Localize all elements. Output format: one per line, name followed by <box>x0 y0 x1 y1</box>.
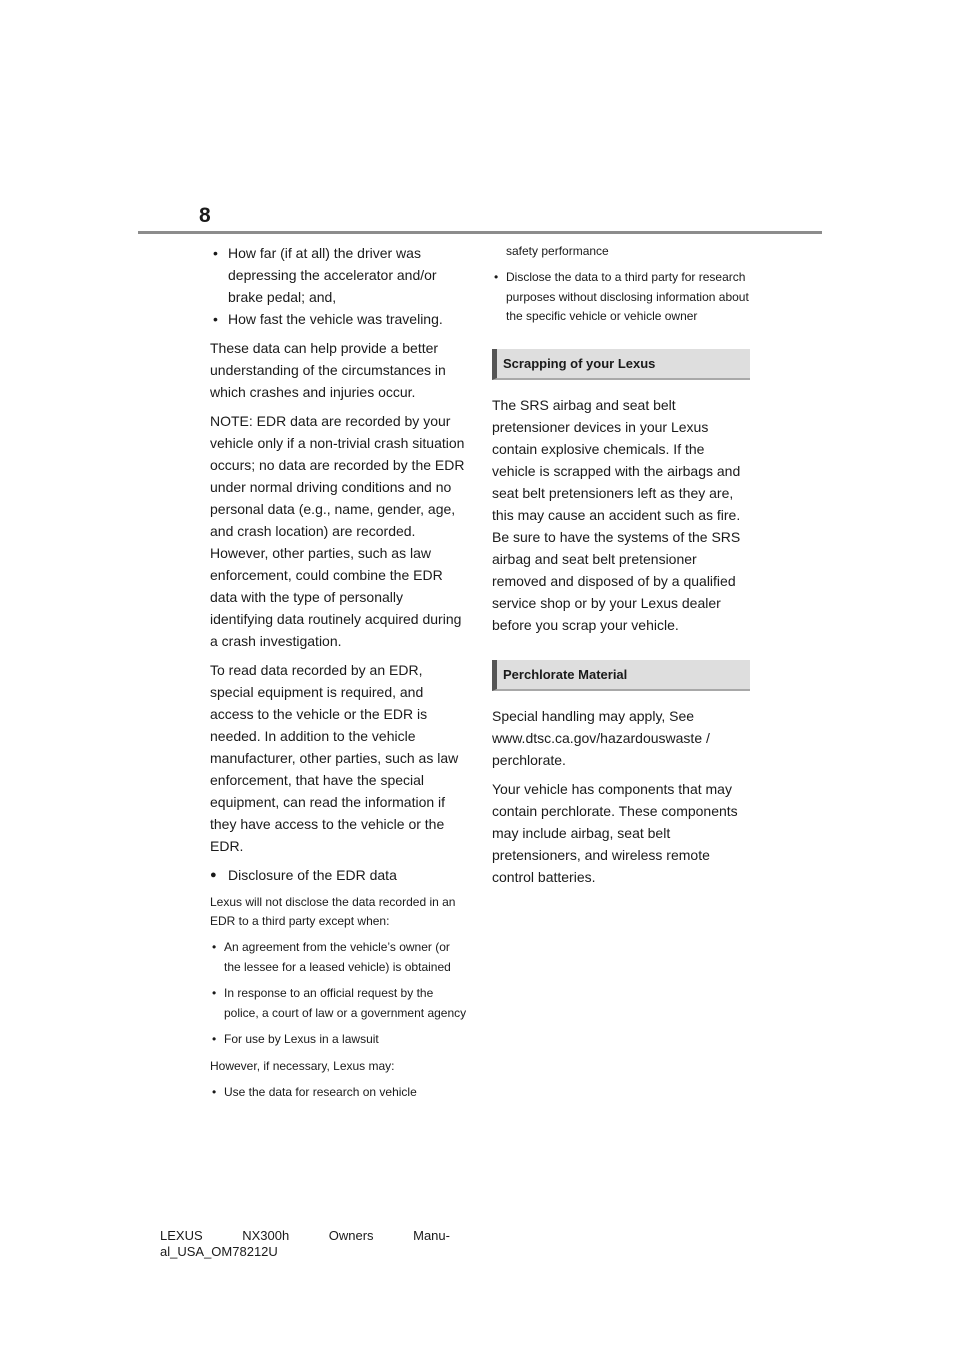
left-column <box>210 242 468 1102</box>
section-heading-scrapping: Scrapping of your Lexus <box>492 349 750 380</box>
continued-text: safety performance <box>506 244 609 258</box>
footer-text: Manu- <box>413 1228 450 1243</box>
footer-text: NX300h <box>242 1228 290 1243</box>
bullet-item: • How fast the vehicle was traveling. <box>210 308 468 330</box>
bullet-item: • Disclose the data to a third party for research purposes without disclosing information about the specific vehicle or vehicle owner <box>492 268 750 327</box>
footer-text: Owners <box>328 1228 374 1243</box>
section-heading-perchlorate: Perchlorate Material <box>492 660 750 691</box>
disclosure-intro: Lexus will not disclose the data recorded in an EDR to a third party except when: <box>210 895 456 928</box>
body-paragraph: To read data recorded by an EDR, special equipment is required, and access to the vehicle or the EDR is needed. In addition to the vehicle manufacturer, other parties, such as law enforcement, that have the special equipment, can read the information if they have access to the vehicle or the EDR. <box>210 662 459 854</box>
bullet-item: • How far (if at all) the driver was depressing the accelerator and/or brake pedal; and, <box>210 242 468 308</box>
disclosure-heading: ● Disclosure of the EDR data <box>210 864 468 886</box>
right-column <box>492 242 750 888</box>
bullet-item: • An agreement from the vehicle’s owner (or the lessee for a leased vehicle) is obtained <box>210 938 468 977</box>
bullet-item: • In response to an official request by the police, a court of law or a government agency <box>210 984 468 1023</box>
bullet-item: • For use by Lexus in a lawsuit <box>210 1030 468 1050</box>
header-rule <box>138 231 822 234</box>
page-number: 8 <box>199 204 211 227</box>
however-text: However, if necessary, Lexus may: <box>210 1058 395 1073</box>
perchlorate-paragraph: Special handling may apply, See www.dtsc.ca.gov/hazardouswaste / perchlorate. <box>492 707 710 768</box>
body-paragraph: These data can help provide a better understanding of the circumstances in which crashes and injuries occur. <box>210 340 446 400</box>
footer <box>160 1228 450 1260</box>
footer-text: al_USA_OM78212U <box>160 1244 278 1259</box>
note-paragraph: NOTE: EDR data are recorded by your vehicle only if a non-trivial crash situation occurs; no data are recorded by the EDR under normal driving conditions and no personal data (e.g., name, gender, age, and crash location) are recorded. However, other parties, such as law enforcement, could combine the EDR data with the type of personally identifying data routinely acquired during a crash investigation. <box>210 413 465 649</box>
footer-text: LEXUS <box>160 1228 203 1243</box>
scrapping-text: The SRS airbag and seat belt pretensioner devices in your Lexus contain explosive chemicals. If the vehicle is scrapped with the airbags and seat belt pretensioners left as they are, this may cause an accident such as fire. Be sure to have the systems of the SRS airbag and seat belt pretensioner removed and disposed of by a qualified service shop or by your Lexus dealer before you scrap your vehicle. <box>492 396 741 633</box>
perchlorate-paragraph: Your vehicle has components that may contain perchlorate. These components may include airbag, seat belt pretensioners, and wireless remote control batteries. <box>492 780 738 885</box>
bullet-item: • Use the data for research on vehicle <box>210 1083 468 1103</box>
